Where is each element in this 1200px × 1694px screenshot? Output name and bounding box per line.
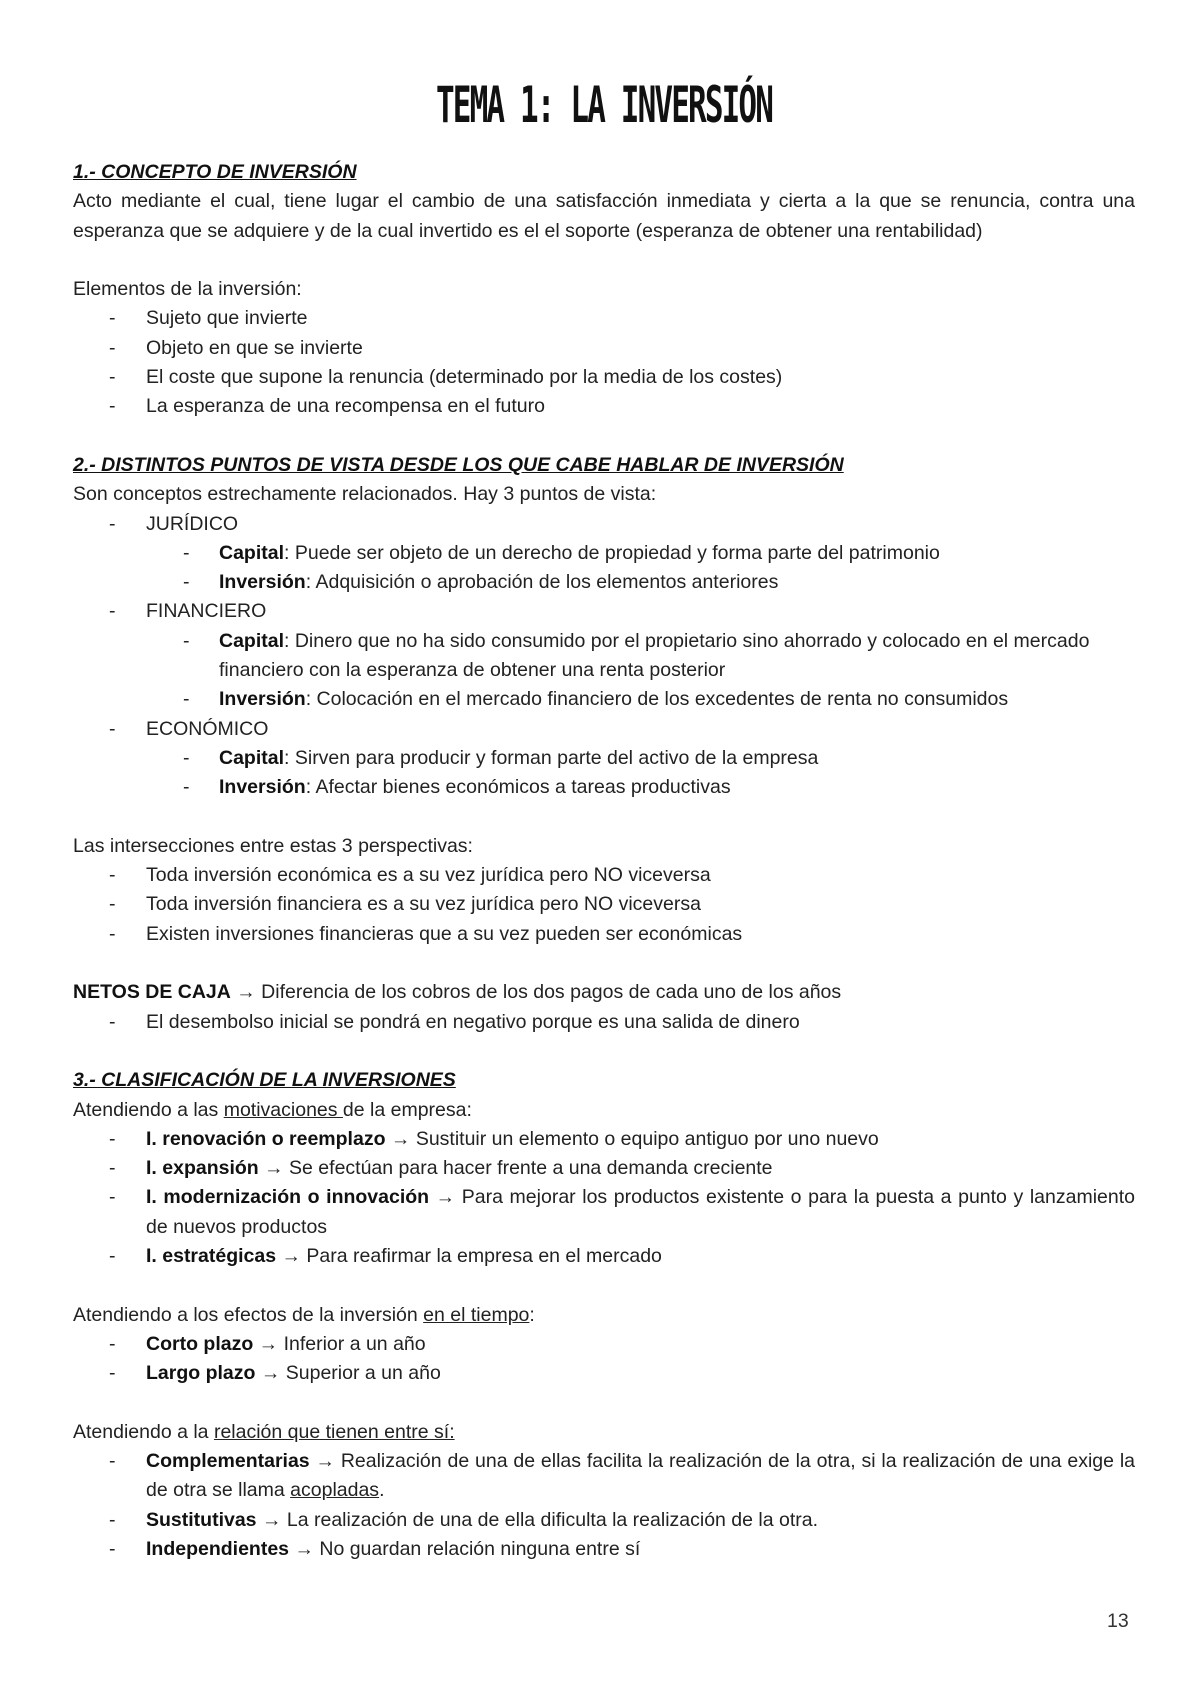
concept-paragraph: Acto mediante el cual, tiene lugar el cambio de una satisfacción inmediata y cierta a la que se renuncia, contra una esperanza que se adquiere y de la cual invertido es el el soporte (esperanza de obtener una rentabilidad) (73, 190, 1135, 242)
views-list (73, 510, 1135, 803)
term: Corto plazo (146, 1332, 254, 1355)
intersections-intro: Las intersecciones entre estas 3 perspectivas: (73, 834, 473, 857)
page-number: 13 (1107, 1610, 1129, 1632)
list-item: - La esperanza de una recompensa en el futuro (73, 392, 1135, 421)
term: Capital (219, 541, 285, 564)
netos-list (73, 1008, 1135, 1037)
document-body (73, 158, 1135, 1564)
list-item: - Complementarias → Realización de una de ellas facilita la realización de la otra, si la realización de una exige la de otra se llama acopladas. (73, 1447, 1135, 1506)
list-item: - Toda inversión económica es a su vez jurídica pero NO viceversa (73, 861, 1135, 890)
term: NETOS DE CAJA (73, 981, 231, 1004)
term: Inversión (219, 776, 306, 799)
intersections-list (73, 861, 1135, 949)
section-1-heading: 1.- CONCEPTO DE INVERSIÓN (73, 161, 357, 183)
term: Sustitutivas (146, 1508, 257, 1531)
elements-list (73, 304, 1135, 421)
list-item: - I. modernización o innovación → Para mejorar los productos existente o para la puesta a punto y lanzamiento de nuevos productos (73, 1183, 1135, 1242)
list-item: - Objeto en que se invierte (73, 334, 1135, 363)
list-item: - Inversión: Colocación en el mercado financiero de los excedentes de renta no consumidos (73, 685, 1135, 714)
list-item: - Largo plazo → Superior a un año (73, 1359, 1135, 1388)
term: I. expansión (146, 1157, 259, 1180)
section-2-heading: 2.- DISTINTOS PUNTOS DE VISTA DESDE LOS QUE CABE HABLAR DE INVERSIÓN (73, 453, 844, 476)
section-3-heading: 3.- CLASIFICACIÓN DE LA INVERSIONES (73, 1069, 456, 1092)
list-item: - Capital: Puede ser objeto de un derecho de propiedad y forma parte del patrimonio (73, 539, 1135, 568)
time-list (73, 1330, 1135, 1389)
list-item: - I. renovación o reemplazo → Sustituir un elemento o equipo antiguo por uno nuevo (73, 1125, 1135, 1154)
list-item: - El desembolso inicial se pondrá en negativo porque es una salida de dinero (73, 1008, 1135, 1037)
view-financiero: - FINANCIERO (73, 597, 1135, 626)
relation-list (73, 1447, 1135, 1564)
motivations-list (73, 1125, 1135, 1271)
list-item: - Inversión: Adquisición o aprobación de los elementos anteriores (73, 568, 1135, 597)
views-intro: Son conceptos estrechamente relacionados. Hay 3 puntos de vista: (73, 483, 657, 506)
term: Largo plazo (146, 1362, 256, 1385)
netos-de-caja: NETOS DE CAJA → Diferencia de los cobros de los dos pagos de cada uno de los años (73, 981, 842, 1004)
list-item: - Corto plazo → Inferior a un año (73, 1330, 1135, 1359)
list-item: - Sujeto que invierte (73, 304, 1135, 333)
term: Inversión (219, 688, 306, 711)
list-item: - Toda inversión financiera es a su vez jurídica pero NO viceversa (73, 890, 1135, 919)
list-item: - Inversión: Afectar bienes económicos a tareas productivas (73, 773, 1135, 802)
page-title: TEMA 1: LA INVERSIÓN (435, 76, 773, 134)
relation-intro: Atendiendo a la relación que tienen entre sí: (73, 1420, 455, 1443)
term: Capital (219, 746, 285, 769)
list-item: - El coste que supone la renuncia (determinado por la media de los costes) (73, 363, 1135, 392)
term: Capital (219, 629, 285, 652)
term: Independientes (146, 1537, 290, 1560)
term: Complementarias (146, 1450, 310, 1473)
list-item: - Independientes → No guardan relación ninguna entre sí (73, 1535, 1135, 1564)
list-item: - I. expansión → Se efectúan para hacer frente a una demanda creciente (73, 1154, 1135, 1183)
term: I. modernización o innovación (146, 1186, 430, 1209)
term: I. estratégicas (146, 1244, 277, 1267)
list-item: - I. estratégicas → Para reafirmar la empresa en el mercado (73, 1242, 1135, 1271)
elements-intro: Elementos de la inversión: (73, 278, 302, 301)
motivations-intro: Atendiendo a las motivaciones de la empresa: (73, 1098, 472, 1121)
view-economico: - ECONÓMICO (73, 715, 1135, 744)
list-item: - Sustitutivas → La realización de una de ella dificulta la realización de la otra. (73, 1506, 1135, 1535)
list-item: - Capital: Sirven para producir y forman parte del activo de la empresa (73, 744, 1135, 773)
list-item: - Capital: Dinero que no ha sido consumido por el propietario sino ahorrado y colocado en el mercado financiero con la esperanza de obtener una renta posterior (73, 627, 1135, 686)
list-item: - Existen inversiones financieras que a su vez pueden ser económicas (73, 920, 1135, 949)
term: I. renovación o reemplazo (146, 1127, 386, 1150)
term: Inversión (219, 571, 306, 594)
time-intro: Atendiendo a los efectos de la inversión en el tiempo: (73, 1303, 535, 1326)
view-juridico: - JURÍDICO (73, 510, 1135, 539)
